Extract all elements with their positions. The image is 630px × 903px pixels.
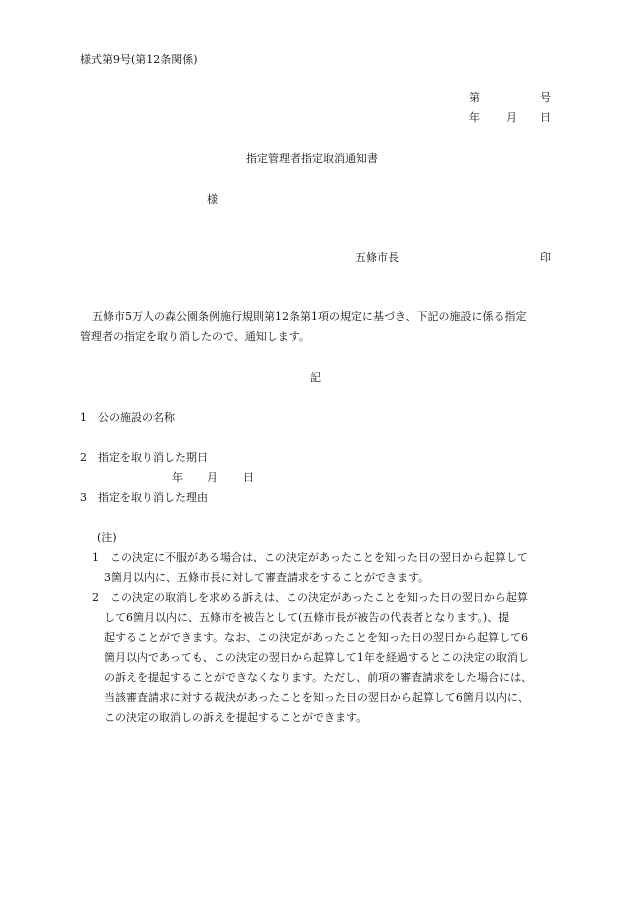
note-2-line: の訴えを提起することができなくなります。ただし、前項の審査請求をした場合には、 (104, 671, 533, 684)
addressee-suffix: 様 (207, 193, 218, 206)
note-2-line: 起することができます。なお、この決定があったことを知った日の翌日から起算して6 (104, 631, 529, 644)
note-1-line: 3箇月以内に、五條市長に対して審査請求をすることができます。 (104, 571, 430, 584)
note-1-first-line (92, 548, 528, 568)
date-year: 年 (469, 111, 480, 124)
item2-date-day: 日 (243, 471, 254, 484)
ki-heading: 記 (310, 371, 321, 384)
note-1-line: 1 この決定に不服がある場合は、この決定があったことを知った日の翌日から起算して (92, 551, 528, 564)
date-month: 月 (506, 111, 517, 124)
note-2-line: して6箇月以内に、五條市を被告として(五條市長が被告の代表者となります。)、提 (104, 611, 510, 624)
body-line-2 (80, 327, 310, 347)
body-line-1 (92, 307, 527, 327)
body-text-line: 五條市5万人の森公園条例施行規則第12条第1項の規定に基づき、下記の施設に係る指定 (92, 310, 527, 323)
note-heading: (注) (97, 531, 117, 544)
doc-number-prefix: 第 (469, 91, 480, 104)
note-1-continuation (104, 568, 429, 588)
item-facility-name: 1 公の施設の名称 (80, 411, 175, 424)
item-revocation-date: 2 指定を取り消した期日 (80, 451, 208, 464)
note-2-line: 2 この決定の取消しを求める訴えは、この決定があったことを知った日の翌日から起算 (92, 591, 528, 604)
doc-number-suffix: 号 (540, 91, 551, 104)
note-2-first-line (92, 588, 528, 608)
item2-date-month: 月 (207, 471, 218, 484)
item-revocation-reason: 3 指定を取り消した理由 (80, 491, 208, 504)
form-label: 様式第9号(第12条関係) (80, 53, 198, 66)
date-day: 日 (540, 111, 551, 124)
body-text-line: 管理者の指定を取り消したので、通知します。 (80, 330, 310, 343)
note-2-continuation (104, 608, 532, 728)
document-title: 指定管理者指定取消通知書 (246, 152, 378, 165)
item2-date-year: 年 (172, 471, 183, 484)
note-2-line: 当該審査請求に対する裁決があったことを知った日の翌日から起算して6箇月以内に、 (104, 691, 529, 704)
note-2-line: この決定の取消しの訴えを提起することができます。 (104, 711, 368, 724)
seal-mark: 印 (540, 251, 551, 264)
note-2-line: 箇月以内であっても、この決定の翌日から起算して1年を経過するとこの決定の取消し (104, 651, 529, 664)
sender-name: 五條市長 (355, 251, 399, 264)
